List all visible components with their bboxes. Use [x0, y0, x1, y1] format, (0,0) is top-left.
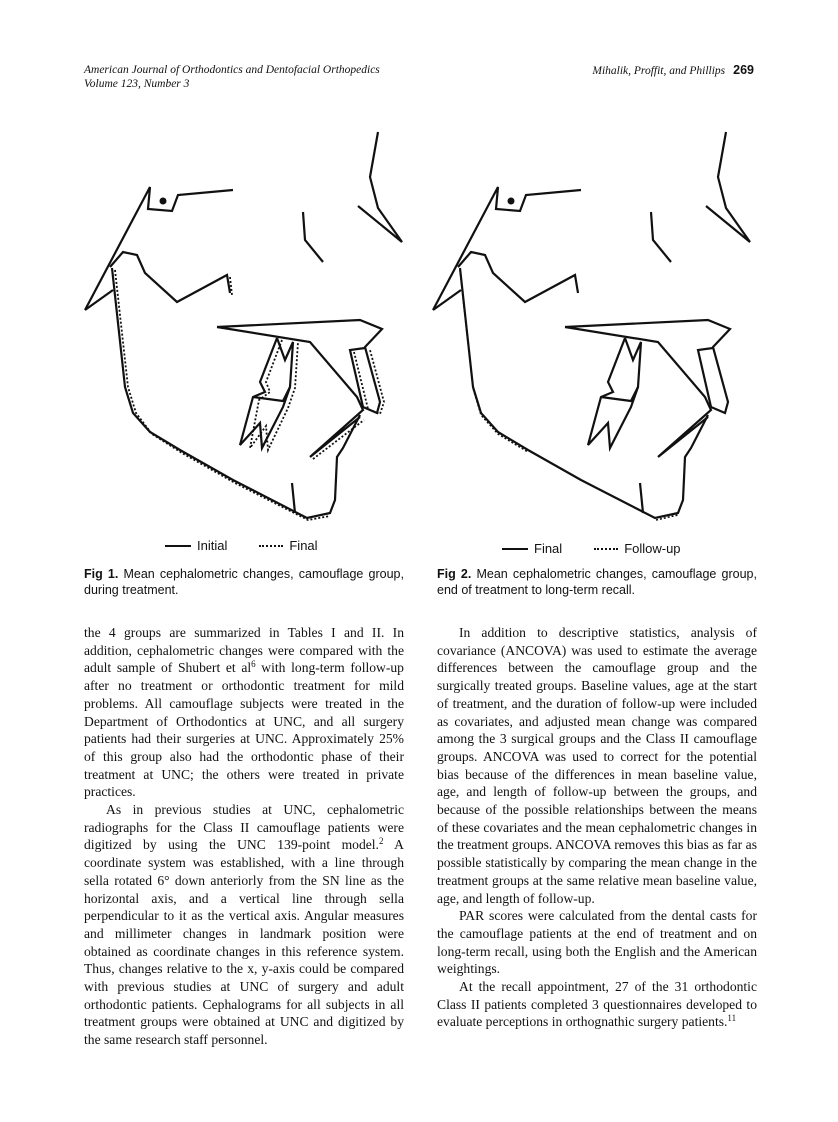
tracing-follow-up	[460, 270, 678, 520]
running-header-right	[592, 63, 754, 78]
journal-title: American Journal of Orthodontics and Dentofacial Orthopedics	[84, 64, 380, 76]
dotted-line-swatch	[594, 548, 618, 550]
solid-line-swatch	[165, 545, 191, 547]
paragraph: In addition to descriptive statistics, analysis of covariance (ANCOVA) was used to estimate the average differences between the camouflage group and the surgically treated groups. Baseline values, age at the start of treatment, and the duration of follow-up were included as covariates, and adjusted mean change was compared among the 3 surgical groups and the Class II camouflage groups. ANCOVA was used to correct for the potential bias because of the differences in mean baseline value, age, and length of follow-up between the groups, and because of the possible relationships between the means of these covariates and the mean cephalometric changes in the treatment groups. ANCOVA removes this bias as far as possible statistically by comparing the mean change in the treatment groups at the same relative mean baseline value, age, and length of follow-up.	[437, 625, 757, 906]
figure-2-caption: Fig 2. Mean cephalometric changes, camouflage group, end of treatment to long-term recall.	[437, 567, 757, 597]
running-header-left	[84, 63, 380, 91]
dotted-line-swatch	[259, 545, 283, 547]
paragraph: At the recall appointment, 27 of the 31 orthodontic Class II patients completed 3 questionnaires developed to evaluate perceptions in orthognathic surgery patients.$^{11}$	[437, 979, 757, 1030]
tracing-initial	[85, 132, 402, 518]
tracing-final	[433, 132, 750, 518]
paragraph: As in previous studies at UNC, cephalometric radiographs for the Class II camouflage patients were digitized by using the UNC 139-point model.$^2$ A coordinate system was established, with a line through sella rotated 6° down anteriorly from the SN line as the horizontal axis, and a vertical line through sella perpendicular to it as the vertical axis. Angular measures and millimeter changes in landmark position were obtained as coordinate changes in this reference system. Thus, changes relative to the x, y-axis could be compared with previous studies at UNC of surgery and adult orthodontic patients. Cephalograms for all subjects in all treatment groups were obtained at UNC and digitized by the same research staff personnel.	[84, 802, 405, 1048]
paragraph: the 4 groups are summarized in Tables I and II. In addition, cephalometric changes were compared with the adult sample of Shubert et $al^6$ with long-term follow-up after no treatment or orthodontic treatment for mild problems. All camouflage subjects were treated in the Department of Orthodontics at UNC, and all surgery patients had their surgeries at UNC. Approximately 25% of this group also had the orthodontic phase of their treatment at UNC; the others were treated in private practices.	[84, 625, 404, 800]
body-column-left	[84, 624, 404, 1049]
legend-initial: Initial	[197, 538, 228, 553]
legend-final: Final	[534, 541, 563, 556]
journal-volume: Volume 123, Number 3	[84, 78, 190, 90]
figure-1-caption: Fig 1. Mean cephalometric changes, camouflage group, during treatment.	[84, 567, 404, 597]
legend-final: Final	[289, 538, 318, 553]
figure-2-legend	[502, 541, 703, 556]
figure-1-legend	[165, 538, 340, 553]
legend-follow-up: Follow-up	[624, 541, 681, 556]
body-column-right	[437, 624, 757, 1031]
solid-line-swatch	[502, 548, 528, 550]
authors: Mihalik, Proffit, and Phillips	[592, 65, 726, 77]
figure-2-cephalometric-tracing	[428, 120, 768, 530]
page-number: 269	[733, 63, 754, 77]
paragraph: PAR scores were calculated from the dental casts for the camouflage patients at the end of treatment and on long-term recall, using both the English and the American weightings.	[437, 908, 757, 977]
tracing-final	[115, 270, 384, 520]
figure-1-cephalometric-tracing	[80, 120, 420, 530]
